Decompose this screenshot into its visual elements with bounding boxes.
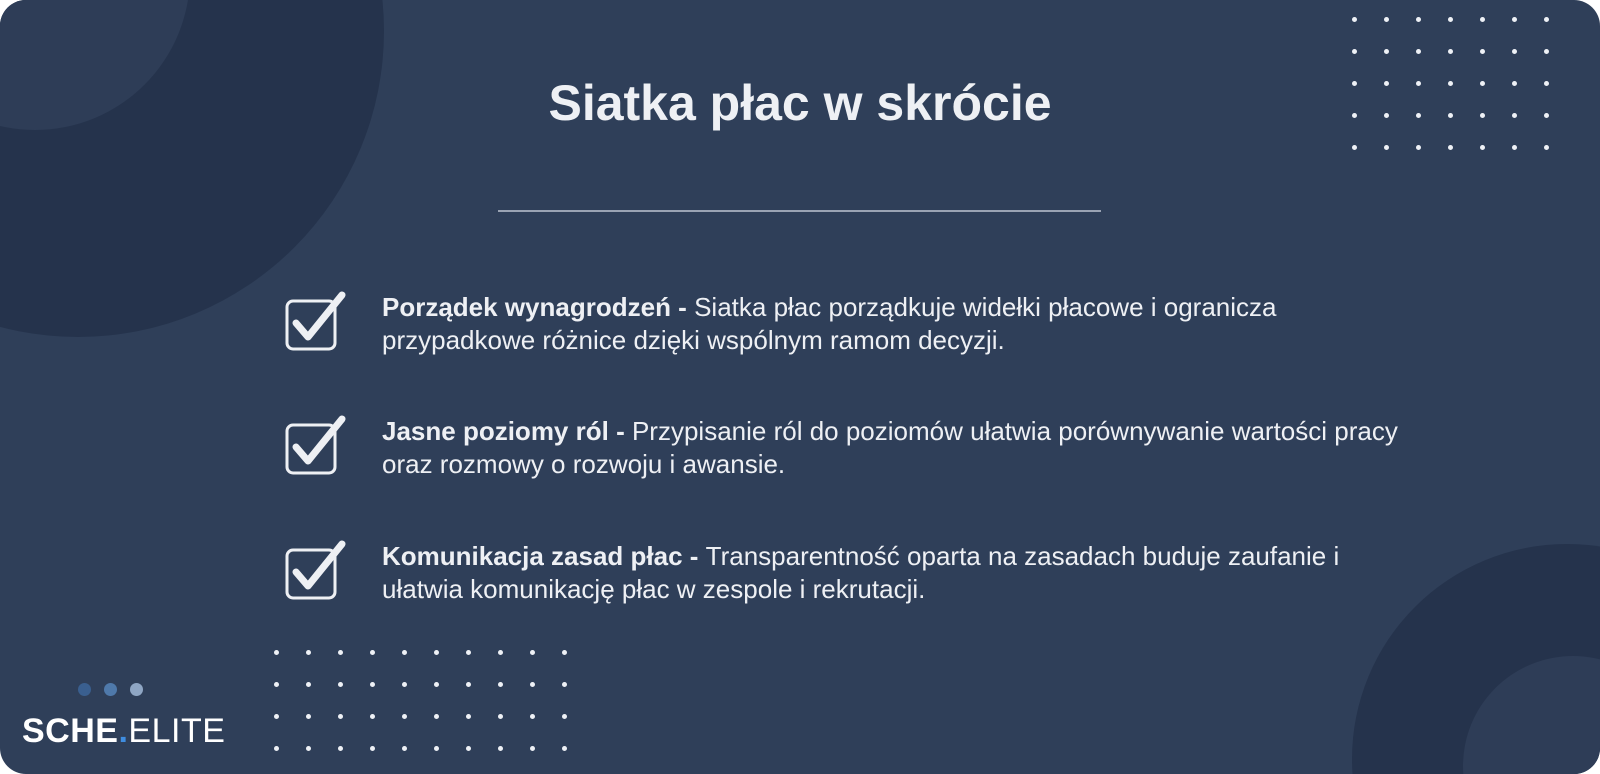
decorative-dot	[338, 682, 343, 687]
decorative-dot	[1512, 145, 1517, 150]
decorative-dot	[402, 682, 407, 687]
decorative-dot	[306, 746, 311, 751]
decorative-dot	[530, 650, 535, 655]
brand-logo-part2: ELITE	[128, 712, 226, 750]
decorative-dot	[1384, 49, 1389, 54]
brand-logo-separator: .	[118, 712, 129, 750]
decorative-dot	[1384, 17, 1389, 22]
list-item-body: Transparentność oparta na zasadach buduje zaufanie i ułatwia komunikację płac w zespole i rekrutacji.	[382, 541, 1340, 604]
decorative-dot	[562, 682, 567, 687]
decorative-dot	[370, 650, 375, 655]
decorative-dot	[274, 714, 279, 719]
brand-logo-part1: SCHE	[22, 712, 119, 750]
decorative-dot	[530, 682, 535, 687]
brand-dot	[130, 683, 143, 696]
decorative-dot	[370, 746, 375, 751]
decorative-dot	[1480, 17, 1485, 22]
decorative-dot	[1544, 49, 1549, 54]
list-item-text	[382, 540, 1404, 606]
decorative-dot	[498, 650, 503, 655]
decorative-dot	[562, 650, 567, 655]
brand-dot	[78, 683, 91, 696]
decorative-dot	[1448, 17, 1453, 22]
list-item-text	[382, 415, 1404, 481]
brand-logo	[22, 712, 225, 751]
decorative-dot	[466, 682, 471, 687]
page-title: Siatka płac w skrócie	[548, 75, 1052, 131]
decorative-dot	[1480, 49, 1485, 54]
decorative-dot	[306, 650, 311, 655]
decorative-dot	[498, 682, 503, 687]
decorative-dot	[1480, 145, 1485, 150]
decorative-dot	[434, 650, 439, 655]
list-item	[284, 415, 1404, 481]
list-item-body: Przypisanie ról do poziomów ułatwia porównywanie wartości pracy oraz rozmowy o rozwoju i awansie.	[382, 416, 1398, 479]
decorative-dot	[1544, 145, 1549, 150]
decorative-dot	[1416, 49, 1421, 54]
checkbox-checked-icon	[284, 291, 348, 355]
decorative-dot	[1448, 49, 1453, 54]
brand-dot	[104, 683, 117, 696]
decorative-dot	[1512, 49, 1517, 54]
decorative-dot	[1544, 17, 1549, 22]
decorative-dot	[402, 650, 407, 655]
decorative-dot	[306, 682, 311, 687]
decorative-dot	[338, 650, 343, 655]
decorative-dot	[1352, 145, 1357, 150]
decorative-dot	[338, 714, 343, 719]
dot-grid-bottom-left	[274, 650, 567, 751]
brand-dots	[78, 683, 143, 696]
decorative-dot	[338, 746, 343, 751]
checkbox-checked-icon	[284, 415, 348, 479]
decorative-dot	[274, 746, 279, 751]
decorative-dot	[498, 746, 503, 751]
decorative-dot	[530, 714, 535, 719]
checkbox-checked-icon	[284, 540, 348, 604]
decorative-dot	[1352, 49, 1357, 54]
decorative-dot	[1352, 17, 1357, 22]
decorative-dot	[466, 714, 471, 719]
decorative-dot	[274, 682, 279, 687]
list-item	[284, 540, 1404, 606]
list-item-body: Siatka płac porządkuje widełki płacowe i ogranicza przypadkowe różnice dzięki wspólnym ramom decyzji.	[382, 292, 1277, 355]
list-item-text	[382, 291, 1404, 357]
decorative-dot	[370, 682, 375, 687]
decorative-dot	[1416, 145, 1421, 150]
decorative-dot	[274, 650, 279, 655]
title-divider	[498, 210, 1101, 212]
decorative-dot	[402, 746, 407, 751]
decorative-dot	[434, 682, 439, 687]
decorative-dot	[370, 714, 375, 719]
list-item-lead: Jasne poziomy ról -	[382, 416, 632, 446]
decorative-dot	[1512, 17, 1517, 22]
decorative-dot	[498, 714, 503, 719]
decorative-dot	[1448, 145, 1453, 150]
list-item	[284, 291, 1404, 357]
decorative-dot	[530, 746, 535, 751]
list-item-lead: Porządek wynagrodzeń -	[382, 292, 695, 322]
decorative-dot	[466, 650, 471, 655]
decorative-dot	[434, 714, 439, 719]
decorative-dot	[434, 746, 439, 751]
decorative-dot	[466, 746, 471, 751]
decorative-dot	[306, 714, 311, 719]
decorative-dot	[1416, 17, 1421, 22]
list-item-lead: Komunikacja zasad płac -	[382, 541, 706, 571]
decorative-dot	[562, 714, 567, 719]
decorative-dot	[1384, 145, 1389, 150]
decorative-dot	[562, 746, 567, 751]
decorative-dot	[402, 714, 407, 719]
